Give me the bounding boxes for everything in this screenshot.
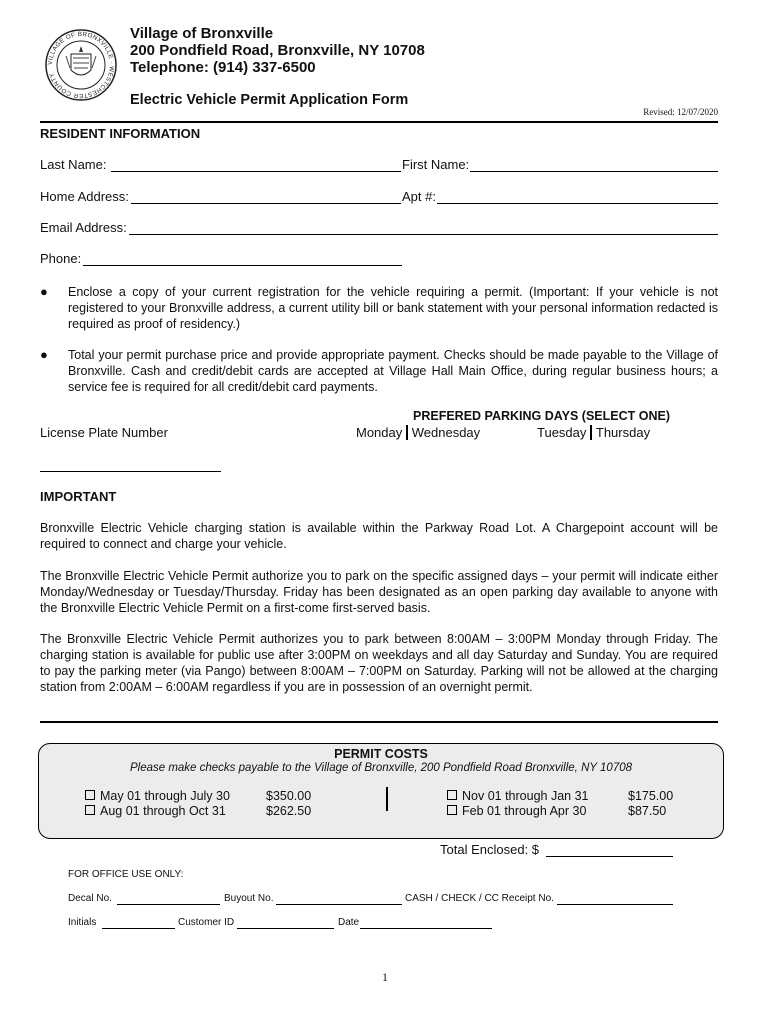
cost-option-nov-jan[interactable] (447, 789, 588, 803)
buyout-field[interactable] (276, 904, 402, 905)
email-label: Email Address: (40, 220, 127, 235)
bullet-icon: ● (40, 347, 48, 362)
important-paragraph-3: The Bronxville Electric Vehicle Permit authorizes you to park between 8:00AM – 3:00PM Monday through Friday. The charging station is available for public use after 3:00PM on weekdays and all day Saturday and Sunday. You are required to pay the parking meter (via Pango) between 8:00AM – 7:00PM on Saturday. Parking will not be allowed at the charging station from 2:00AM – 6:00AM regardless if you are in possession of an overnight permit. (40, 632, 718, 694)
office-use-heading: FOR OFFICE USE ONLY: (68, 869, 184, 880)
registration-instruction: Enclose a copy of your current registration for the vehicle requiring a permit. (Important: If your vehicle is not registered to your Bronxville address, a current utility bill or bank statement with your personal information redacted is required as proof of residency.) (68, 285, 718, 331)
parking-option-mon-wed[interactable] (356, 425, 480, 440)
parking-option-tue-thu[interactable] (537, 425, 650, 440)
price-aug-oct: $262.50 (266, 804, 312, 818)
home-address-label: Home Address: (40, 189, 129, 204)
org-phone: Telephone: (914) 337-6500 (130, 59, 316, 76)
header-divider (40, 121, 718, 123)
org-name: Village of Bronxville (130, 25, 274, 42)
total-enclosed-label: Total Enclosed: $ (440, 842, 540, 857)
payment-instruction: Total your permit purchase price and provide appropriate payment. Checks should be made payable to the Village of Bronxville. Cash and credit/debit cards are accepted at Village Hall Main Office, during regular business hours; a service fee is required for all credit/debit card payments. (68, 348, 718, 394)
important-paragraph-2: The Bronxville Electric Vehicle Permit authorize you to park on the specific assigned days – your permit will indicate either Monday/Wednesday or Tuesday/Thursday. Friday has been designated as an open parking day available to anyone with the Bronxville Electric Vehicle Permit on a first-come first-served basis. (40, 569, 718, 615)
customer-id-label: Customer ID (178, 917, 235, 928)
price-feb-apr: $87.50 (628, 804, 667, 818)
price-nov-jan: $175.00 (628, 789, 674, 803)
first-name-field[interactable] (470, 171, 718, 172)
period-label: Nov 01 through Jan 31 (462, 789, 589, 803)
monday-label: Monday (356, 425, 403, 440)
thursday-label: Thursday (595, 425, 651, 440)
buyout-label: Buyout No. (224, 893, 274, 904)
apt-field[interactable] (437, 203, 718, 204)
tuesday-label: Tuesday (537, 425, 587, 440)
last-name-label: Last Name: (40, 157, 107, 172)
checkbox-icon (447, 790, 457, 800)
village-seal-logo (44, 28, 118, 102)
date-field[interactable] (360, 928, 492, 929)
apt-label: Apt #: (402, 189, 436, 204)
section-divider (40, 721, 718, 723)
email-field[interactable] (129, 234, 718, 235)
option-divider (406, 425, 408, 440)
option-divider (590, 425, 592, 440)
license-plate-field[interactable] (40, 471, 221, 472)
receipt-field[interactable] (557, 904, 673, 905)
customer-id-field[interactable] (237, 928, 334, 929)
decal-label: Decal No. (68, 893, 112, 904)
initials-label: Initials (68, 917, 97, 928)
permit-costs-title: PERMIT COSTS (334, 747, 428, 761)
resident-info-heading: RESIDENT INFORMATION (40, 126, 201, 141)
period-label: Feb 01 through Apr 30 (462, 804, 587, 818)
phone-field[interactable] (83, 265, 402, 266)
bullet-icon: ● (40, 284, 48, 299)
total-enclosed-field[interactable] (546, 856, 673, 857)
price-may-jul: $350.00 (266, 789, 312, 803)
org-address: 200 Pondfield Road, Bronxville, NY 10708 (130, 42, 425, 59)
svg-text:VILLAGE OF BRONXVILLE · WESTCH: VILLAGE OF BRONXVILLE · WESTCHESTER COUNTY (46, 30, 116, 100)
first-name-label: First Name: (402, 157, 470, 172)
important-heading: IMPORTANT (40, 489, 117, 504)
period-label: May 01 through July 30 (100, 789, 230, 803)
period-label: Aug 01 through Oct 31 (100, 804, 226, 818)
phone-label: Phone: (40, 251, 82, 266)
permit-costs-subtitle: Please make checks payable to the Village of Bronxville, 200 Pondfield Road Bronxville, NY 10708 (129, 762, 633, 774)
cost-option-may-jul[interactable] (85, 789, 230, 803)
cost-option-aug-oct[interactable] (85, 804, 226, 818)
checkbox-icon (447, 805, 457, 815)
initials-field[interactable] (102, 928, 175, 929)
decal-field[interactable] (117, 904, 220, 905)
home-address-field[interactable] (131, 203, 401, 204)
license-plate-label: License Plate Number (40, 425, 168, 440)
checkbox-icon (85, 790, 95, 800)
page-number: 1 (382, 970, 388, 984)
costs-divider (386, 787, 388, 811)
last-name-field[interactable] (111, 171, 401, 172)
revised-date: Revised: 12/07/2020 (643, 107, 718, 117)
permit-costs-box (38, 743, 724, 839)
wednesday-label: Wednesday (411, 425, 481, 440)
form-title: Electric Vehicle Permit Application Form (130, 92, 409, 108)
cost-option-feb-apr[interactable] (447, 804, 586, 818)
important-paragraph-1: Bronxville Electric Vehicle charging station is available within the Parkway Road Lot. A Chargepoint account will be required to connect and charge your vehicle. (40, 521, 718, 551)
date-label: Date (338, 917, 360, 928)
receipt-label: CASH / CHECK / CC Receipt No. (405, 893, 554, 904)
parking-days-heading: PREFERED PARKING DAYS (SELECT ONE) (413, 409, 670, 423)
checkbox-icon (85, 805, 95, 815)
